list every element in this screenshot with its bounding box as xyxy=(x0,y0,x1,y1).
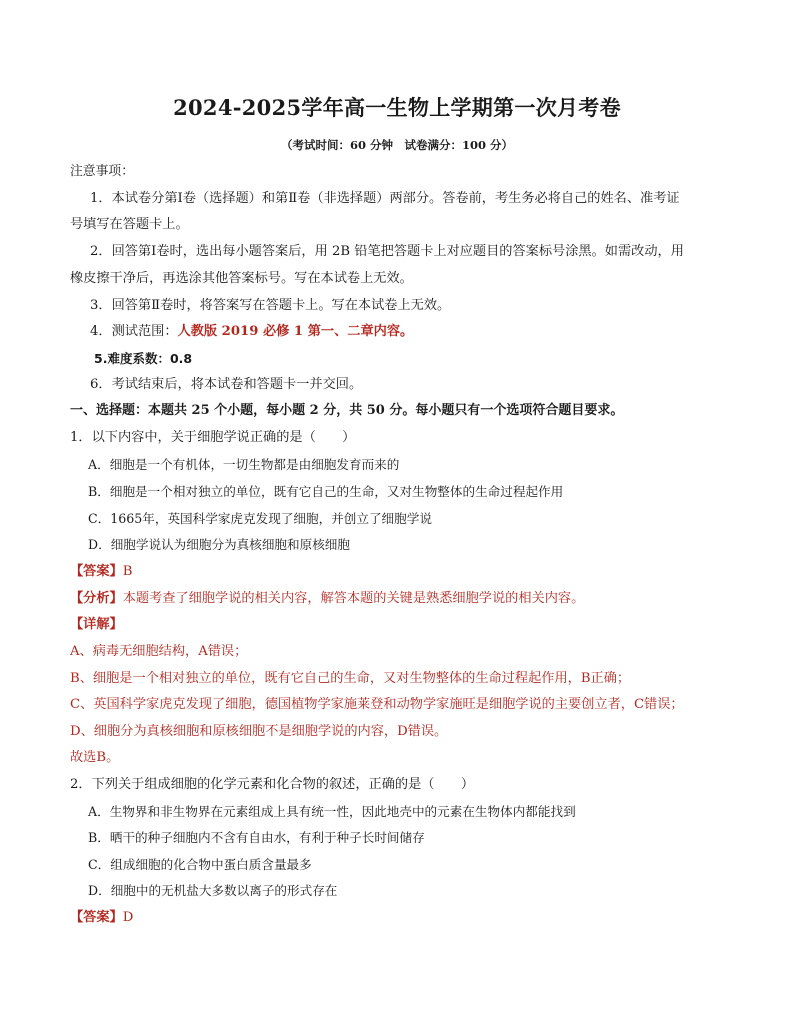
answer-label: 【答案】 xyxy=(70,910,123,925)
note-item-6: 6．考试结束后，将本试卷和答题卡一并交回。 xyxy=(90,377,363,392)
test-scope: 人教版 2019 必修 1 第一、二章内容。 xyxy=(177,324,414,339)
q1-detail-b: B、细胞是一个相对独立的单位，既有它自己的生命，又对生物整体的生命过程起作用，B正确； xyxy=(70,671,631,686)
q2-option-a: A．生物界和非生物界在元素组成上具有统一性，因此地壳中的元素在生物体内都能找到 xyxy=(88,804,576,819)
exam-info: （考试时间：60 分钟 试卷满分：100 分） xyxy=(280,138,513,152)
q2-option-b: B．晒干的种子细胞内不含有自由水，有利于种子长时间储存 xyxy=(88,830,425,845)
q2-answer xyxy=(70,909,133,927)
page-title: 2024-2025学年高一生物上学期第一次月考卷 xyxy=(173,95,621,120)
note-item-1-line-2: 号填写在答题卡上。 xyxy=(70,217,189,232)
q1-option-d: D．细胞学说认为细胞分为真核细胞和原核细胞 xyxy=(88,537,350,552)
note-item-2-line-2: 橡皮擦干净后，再选涂其他答案标号。写在本试卷上无效。 xyxy=(70,271,413,286)
note-item-3: 3．回答第Ⅱ卷时，将答案写在答题卡上。写在本试卷上无效。 xyxy=(90,298,451,313)
section-heading: 一、选择题：本题共 25 个小题，每小题 2 分，共 50 分。每小题只有一个选项符合题目要求。 xyxy=(70,403,624,418)
q1-detail-d: D、细胞分为真核细胞和原核细胞不是细胞学说的内容，D错误。 xyxy=(70,724,448,739)
q2-option-d: D．细胞中的无机盐大多数以离子的形式存在 xyxy=(88,883,338,898)
q1-detail-label: 【详解】 xyxy=(70,617,123,632)
note-item-1-line-1: 1．本试卷分第Ⅰ卷（选择题）和第Ⅱ卷（非选择题）两部分。答卷前，考生务必将自己的姓名、准考证 xyxy=(90,191,680,206)
answer-value: D xyxy=(122,910,134,925)
analysis-text: 本题考查了细胞学说的相关内容，解答本题的关键是熟悉细胞学说的相关内容。 xyxy=(122,591,585,606)
q1-detail-c: C、英国科学家虎克发现了细胞，德国植物学家施莱登和动物学家施旺是细胞学说的主要创立者，C错误； xyxy=(70,697,684,712)
note-item-5: 5.难度系数：0.8 xyxy=(94,351,193,366)
q1-option-c: C．1665年，英国科学家虎克发现了细胞，并创立了细胞学说 xyxy=(88,511,432,526)
answer-value: B xyxy=(122,564,133,579)
q1-option-b: B．细胞是一个相对独立的单位，既有它自己的生命，又对生物整体的生命过程起作用 xyxy=(88,484,564,499)
answer-label: 【答案】 xyxy=(70,564,123,579)
notes-heading: 注意事项： xyxy=(70,164,134,179)
q1-answer xyxy=(70,563,132,581)
note-item-2-line-1: 2．回答第Ⅰ卷时，选出每小题答案后，用 2B 铅笔把答题卡上对应题目的答案标号涂黑。如需改动，用 xyxy=(90,244,684,259)
q1-analysis xyxy=(70,590,584,608)
q1-option-a: A．细胞是一个有机体，一切生物都是由细胞发育而来的 xyxy=(88,457,400,472)
q1-conclusion: 故选B。 xyxy=(70,750,120,765)
q2-option-c: C．组成细胞的化合物中蛋白质含量最多 xyxy=(88,857,312,872)
q1-stem: 1．以下内容中，关于细胞学说正确的是（ ） xyxy=(70,430,356,445)
note-item-4 xyxy=(90,323,413,341)
note-item-4-prefix: 4．测试范围： xyxy=(90,324,178,339)
analysis-label: 【分析】 xyxy=(70,591,123,606)
q2-stem: 2．下列关于组成细胞的化学元素和化合物的叙述，正确的是（ ） xyxy=(70,777,475,792)
q1-detail-a: A、病毒无细胞结构，A错误； xyxy=(70,644,248,659)
